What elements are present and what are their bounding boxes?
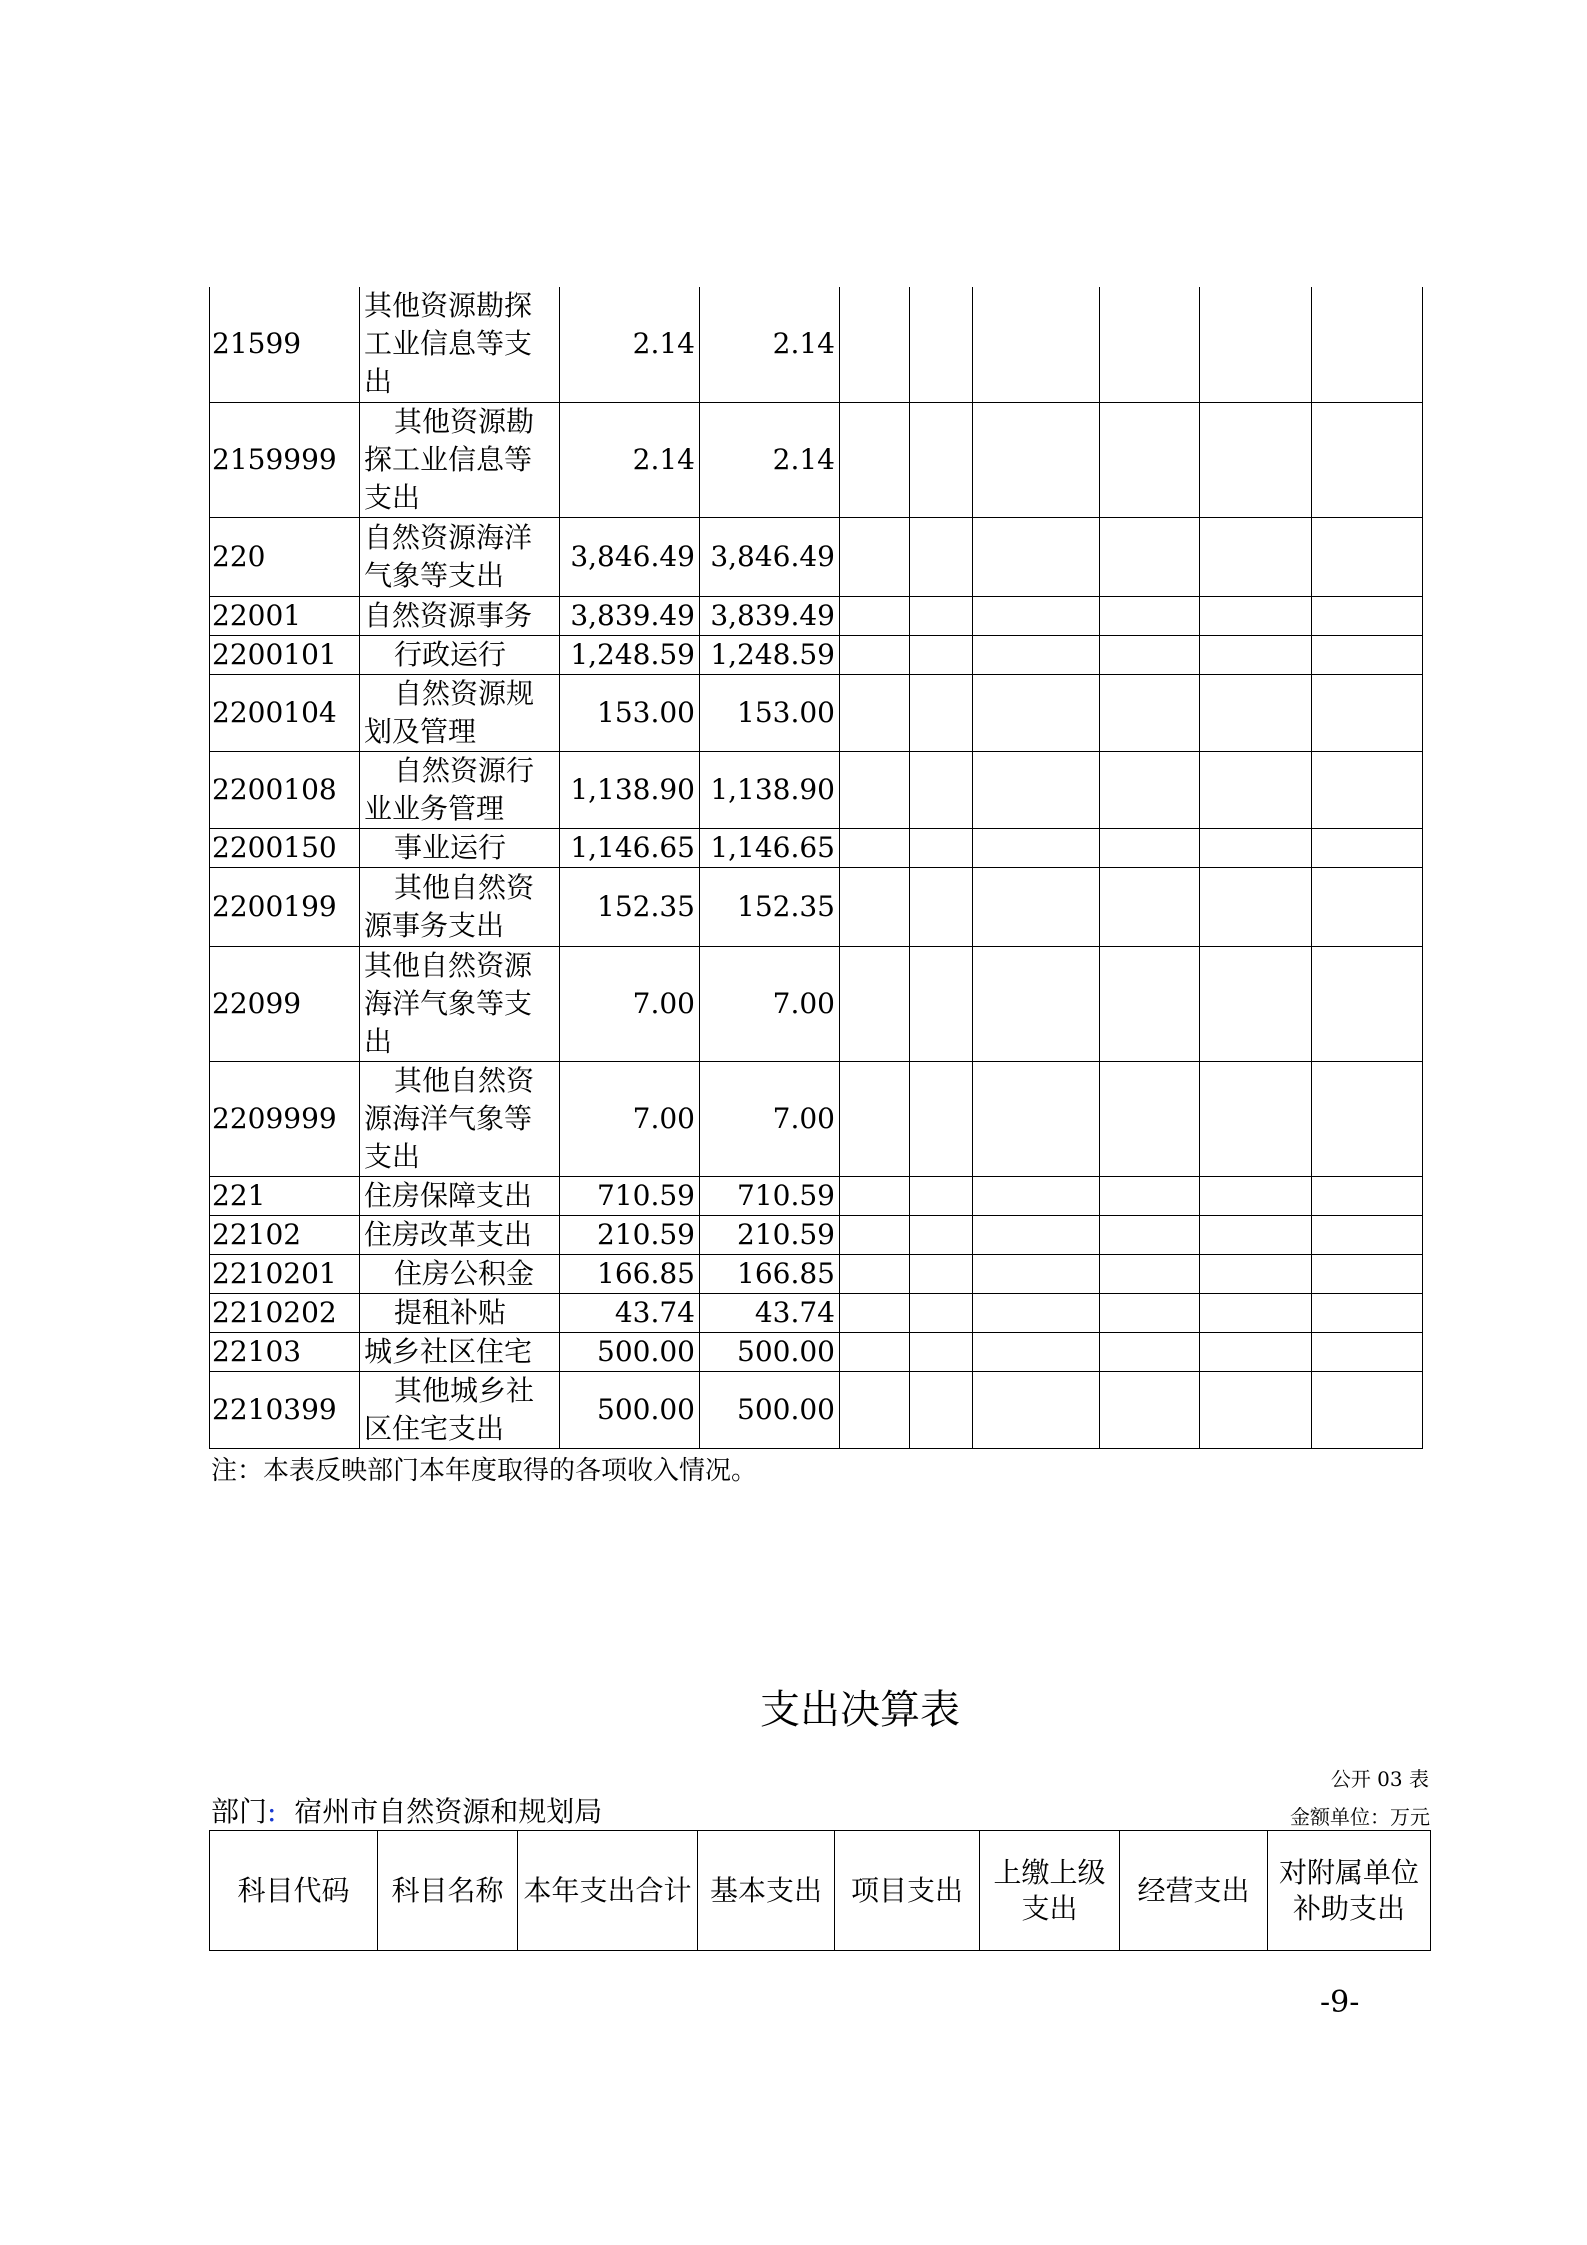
fiscal-amount-cell: 43.74 [700, 1293, 840, 1332]
empty-cell [1100, 674, 1200, 751]
fiscal-amount-cell: 1,138.90 [700, 751, 840, 828]
empty-cell [840, 596, 910, 635]
empty-cell [1200, 1332, 1312, 1371]
subject-name-cell: 住房保障支出 [360, 1176, 560, 1215]
empty-cell [1312, 867, 1423, 946]
subject-name-cell: 其他城乡社区住宅支出 [360, 1371, 560, 1448]
table-row [210, 402, 1423, 517]
fiscal-amount-cell: 500.00 [700, 1332, 840, 1371]
empty-cell [910, 674, 973, 751]
table-row [210, 1215, 1423, 1254]
total-amount-cell: 7.00 [560, 946, 700, 1061]
empty-cell [1200, 828, 1312, 867]
empty-cell [840, 1215, 910, 1254]
empty-cell [1200, 596, 1312, 635]
empty-cell [973, 1332, 1100, 1371]
total-amount-cell: 1,138.90 [560, 751, 700, 828]
column-header: 基本支出 [698, 1831, 835, 1951]
empty-cell [973, 635, 1100, 674]
empty-cell [973, 596, 1100, 635]
empty-cell [840, 635, 910, 674]
empty-cell [1200, 1215, 1312, 1254]
table-row [210, 287, 1423, 402]
column-header: 经营支出 [1120, 1831, 1268, 1951]
empty-cell [1200, 1293, 1312, 1332]
empty-cell [973, 1293, 1100, 1332]
empty-cell [1100, 946, 1200, 1061]
empty-cell [973, 828, 1100, 867]
empty-cell [840, 828, 910, 867]
total-amount-cell: 710.59 [560, 1176, 700, 1215]
total-amount-cell: 166.85 [560, 1254, 700, 1293]
table-row [210, 1176, 1423, 1215]
subject-name-cell: 住房公积金 [360, 1254, 560, 1293]
fiscal-amount-cell: 500.00 [700, 1371, 840, 1448]
subject-code-cell: 22001 [210, 596, 360, 635]
empty-cell [840, 1371, 910, 1448]
fiscal-amount-cell: 3,839.49 [700, 596, 840, 635]
empty-cell [1100, 828, 1200, 867]
empty-cell [910, 402, 973, 517]
subject-name-cell: 自然资源事务 [360, 596, 560, 635]
form-number: 公开 03 表 [1330, 1767, 1429, 1791]
empty-cell [1100, 287, 1200, 402]
table-row [210, 1293, 1423, 1332]
empty-cell [1200, 674, 1312, 751]
table-row [210, 635, 1423, 674]
total-amount-cell: 2.14 [560, 287, 700, 402]
total-amount-cell: 210.59 [560, 1215, 700, 1254]
total-amount-cell: 1,248.59 [560, 635, 700, 674]
total-amount-cell: 153.00 [560, 674, 700, 751]
empty-cell [910, 867, 973, 946]
table-note: 注：本表反映部门本年度取得的各项收入情况。 [211, 1456, 758, 1486]
empty-cell [1312, 1293, 1423, 1332]
fiscal-amount-cell: 3,846.49 [700, 517, 840, 596]
subject-name-cell: 自然资源海洋气象等支出 [360, 517, 560, 596]
income-table [209, 287, 1423, 1449]
empty-cell [1100, 402, 1200, 517]
empty-cell [1312, 828, 1423, 867]
empty-cell [1100, 751, 1200, 828]
table-row [210, 1371, 1423, 1448]
empty-cell [910, 1254, 973, 1293]
department-colon: : [267, 1795, 277, 1828]
page-title: 支出决算表 [760, 1687, 960, 1733]
department-line [211, 1790, 602, 1830]
fiscal-amount-cell: 7.00 [700, 946, 840, 1061]
table-row [210, 828, 1423, 867]
empty-cell [1200, 867, 1312, 946]
empty-cell [910, 1332, 973, 1371]
empty-cell [840, 1176, 910, 1215]
empty-cell [1312, 751, 1423, 828]
subject-code-cell: 2200108 [210, 751, 360, 828]
subject-name-cell: 其他自然资源事务支出 [360, 867, 560, 946]
table-row [210, 1061, 1423, 1176]
empty-cell [1200, 751, 1312, 828]
empty-cell [1312, 1332, 1423, 1371]
empty-cell [1100, 1061, 1200, 1176]
empty-cell [973, 1254, 1100, 1293]
subject-code-cell: 2200104 [210, 674, 360, 751]
empty-cell [1312, 674, 1423, 751]
empty-cell [1200, 517, 1312, 596]
empty-cell [1100, 1254, 1200, 1293]
subject-code-cell: 221 [210, 1176, 360, 1215]
subject-code-cell: 220 [210, 517, 360, 596]
fiscal-amount-cell: 2.14 [700, 287, 840, 402]
empty-cell [1312, 1061, 1423, 1176]
total-amount-cell: 1,146.65 [560, 828, 700, 867]
empty-cell [1200, 635, 1312, 674]
empty-cell [840, 402, 910, 517]
subject-code-cell: 2200101 [210, 635, 360, 674]
empty-cell [840, 517, 910, 596]
empty-cell [973, 402, 1100, 517]
table-row [210, 596, 1423, 635]
empty-cell [840, 751, 910, 828]
empty-cell [910, 946, 973, 1061]
department-label: 部门 [211, 1795, 268, 1828]
subject-code-cell: 2210202 [210, 1293, 360, 1332]
column-header: 科目代码 [210, 1831, 378, 1951]
empty-cell [1200, 1254, 1312, 1293]
total-amount-cell: 3,839.49 [560, 596, 700, 635]
subject-name-cell: 其他资源勘探工业信息等支出 [360, 402, 560, 517]
empty-cell [973, 867, 1100, 946]
total-amount-cell: 152.35 [560, 867, 700, 946]
total-amount-cell: 500.00 [560, 1371, 700, 1448]
empty-cell [973, 1176, 1100, 1215]
subject-code-cell: 2210201 [210, 1254, 360, 1293]
empty-cell [840, 1293, 910, 1332]
fiscal-amount-cell: 166.85 [700, 1254, 840, 1293]
subject-code-cell: 2210399 [210, 1371, 360, 1448]
subject-name-cell: 其他资源勘探工业信息等支出 [360, 287, 560, 402]
subject-code-cell: 2209999 [210, 1061, 360, 1176]
department-name: 宿州市自然资源和规划局 [294, 1795, 603, 1828]
empty-cell [1100, 867, 1200, 946]
empty-cell [910, 1176, 973, 1215]
empty-cell [1100, 1332, 1200, 1371]
subject-code-cell: 2200150 [210, 828, 360, 867]
fiscal-amount-cell: 210.59 [700, 1215, 840, 1254]
page-number: -9- [1320, 1985, 1360, 2020]
empty-cell [840, 287, 910, 402]
header-row [210, 1831, 1431, 1951]
column-header: 对附属单位补助支出 [1268, 1831, 1431, 1951]
empty-cell [910, 596, 973, 635]
column-header: 项目支出 [835, 1831, 980, 1951]
empty-cell [910, 287, 973, 402]
empty-cell [1200, 402, 1312, 517]
table-row [210, 751, 1423, 828]
empty-cell [840, 1254, 910, 1293]
empty-cell [973, 751, 1100, 828]
empty-cell [973, 517, 1100, 596]
fiscal-amount-cell: 153.00 [700, 674, 840, 751]
empty-cell [1200, 1176, 1312, 1215]
empty-cell [1100, 596, 1200, 635]
empty-cell [910, 517, 973, 596]
empty-cell [1312, 635, 1423, 674]
empty-cell [1312, 596, 1423, 635]
empty-cell [1312, 287, 1423, 402]
empty-cell [1312, 1215, 1423, 1254]
empty-cell [973, 287, 1100, 402]
empty-cell [973, 1371, 1100, 1448]
empty-cell [973, 946, 1100, 1061]
table-row [210, 867, 1423, 946]
empty-cell [1312, 1371, 1423, 1448]
expense-table-header [209, 1830, 1431, 1951]
empty-cell [910, 828, 973, 867]
empty-cell [1312, 1176, 1423, 1215]
empty-cell [840, 1061, 910, 1176]
subject-code-cell: 2159999 [210, 402, 360, 517]
empty-cell [910, 635, 973, 674]
table-row [210, 946, 1423, 1061]
subject-name-cell: 自然资源行业业务管理 [360, 751, 560, 828]
total-amount-cell: 3,846.49 [560, 517, 700, 596]
subject-name-cell: 其他自然资源海洋气象等支出 [360, 946, 560, 1061]
empty-cell [1200, 1371, 1312, 1448]
total-amount-cell: 2.14 [560, 402, 700, 517]
empty-cell [840, 867, 910, 946]
empty-cell [910, 1061, 973, 1176]
empty-cell [1312, 402, 1423, 517]
fiscal-amount-cell: 710.59 [700, 1176, 840, 1215]
subject-code-cell: 22102 [210, 1215, 360, 1254]
fiscal-amount-cell: 1,146.65 [700, 828, 840, 867]
empty-cell [840, 674, 910, 751]
empty-cell [840, 946, 910, 1061]
fiscal-amount-cell: 152.35 [700, 867, 840, 946]
total-amount-cell: 43.74 [560, 1293, 700, 1332]
empty-cell [910, 1293, 973, 1332]
subject-name-cell: 提租补贴 [360, 1293, 560, 1332]
total-amount-cell: 7.00 [560, 1061, 700, 1176]
subject-name-cell: 住房改革支出 [360, 1215, 560, 1254]
empty-cell [1200, 287, 1312, 402]
empty-cell [840, 1332, 910, 1371]
empty-cell [910, 751, 973, 828]
table-row [210, 1254, 1423, 1293]
subject-code-cell: 2200199 [210, 867, 360, 946]
table-row [210, 674, 1423, 751]
fiscal-amount-cell: 2.14 [700, 402, 840, 517]
empty-cell [1312, 1254, 1423, 1293]
column-header: 本年支出合计 [518, 1831, 698, 1951]
subject-name-cell: 其他自然资源海洋气象等支出 [360, 1061, 560, 1176]
empty-cell [1100, 1176, 1200, 1215]
empty-cell [1100, 635, 1200, 674]
empty-cell [1312, 517, 1423, 596]
table-row [210, 517, 1423, 596]
empty-cell [1100, 1371, 1200, 1448]
fiscal-amount-cell: 1,248.59 [700, 635, 840, 674]
empty-cell [1100, 1215, 1200, 1254]
total-amount-cell: 500.00 [560, 1332, 700, 1371]
empty-cell [973, 674, 1100, 751]
subject-name-cell: 事业运行 [360, 828, 560, 867]
amount-unit: 金额单位：万元 [1290, 1805, 1430, 1829]
subject-name-cell: 城乡社区住宅 [360, 1332, 560, 1371]
subject-code-cell: 22103 [210, 1332, 360, 1371]
subject-name-cell: 行政运行 [360, 635, 560, 674]
empty-cell [1200, 946, 1312, 1061]
empty-cell [1200, 1061, 1312, 1176]
subject-code-cell: 22099 [210, 946, 360, 1061]
empty-cell [910, 1215, 973, 1254]
subject-name-cell: 自然资源规划及管理 [360, 674, 560, 751]
empty-cell [973, 1061, 1100, 1176]
empty-cell [910, 1371, 973, 1448]
empty-cell [973, 1215, 1100, 1254]
subject-code-cell: 21599 [210, 287, 360, 402]
column-header: 上缴上级支出 [980, 1831, 1120, 1951]
empty-cell [1312, 946, 1423, 1061]
fiscal-amount-cell: 7.00 [700, 1061, 840, 1176]
empty-cell [1100, 517, 1200, 596]
table-row [210, 1332, 1423, 1371]
empty-cell [1100, 1293, 1200, 1332]
column-header: 科目名称 [378, 1831, 518, 1951]
